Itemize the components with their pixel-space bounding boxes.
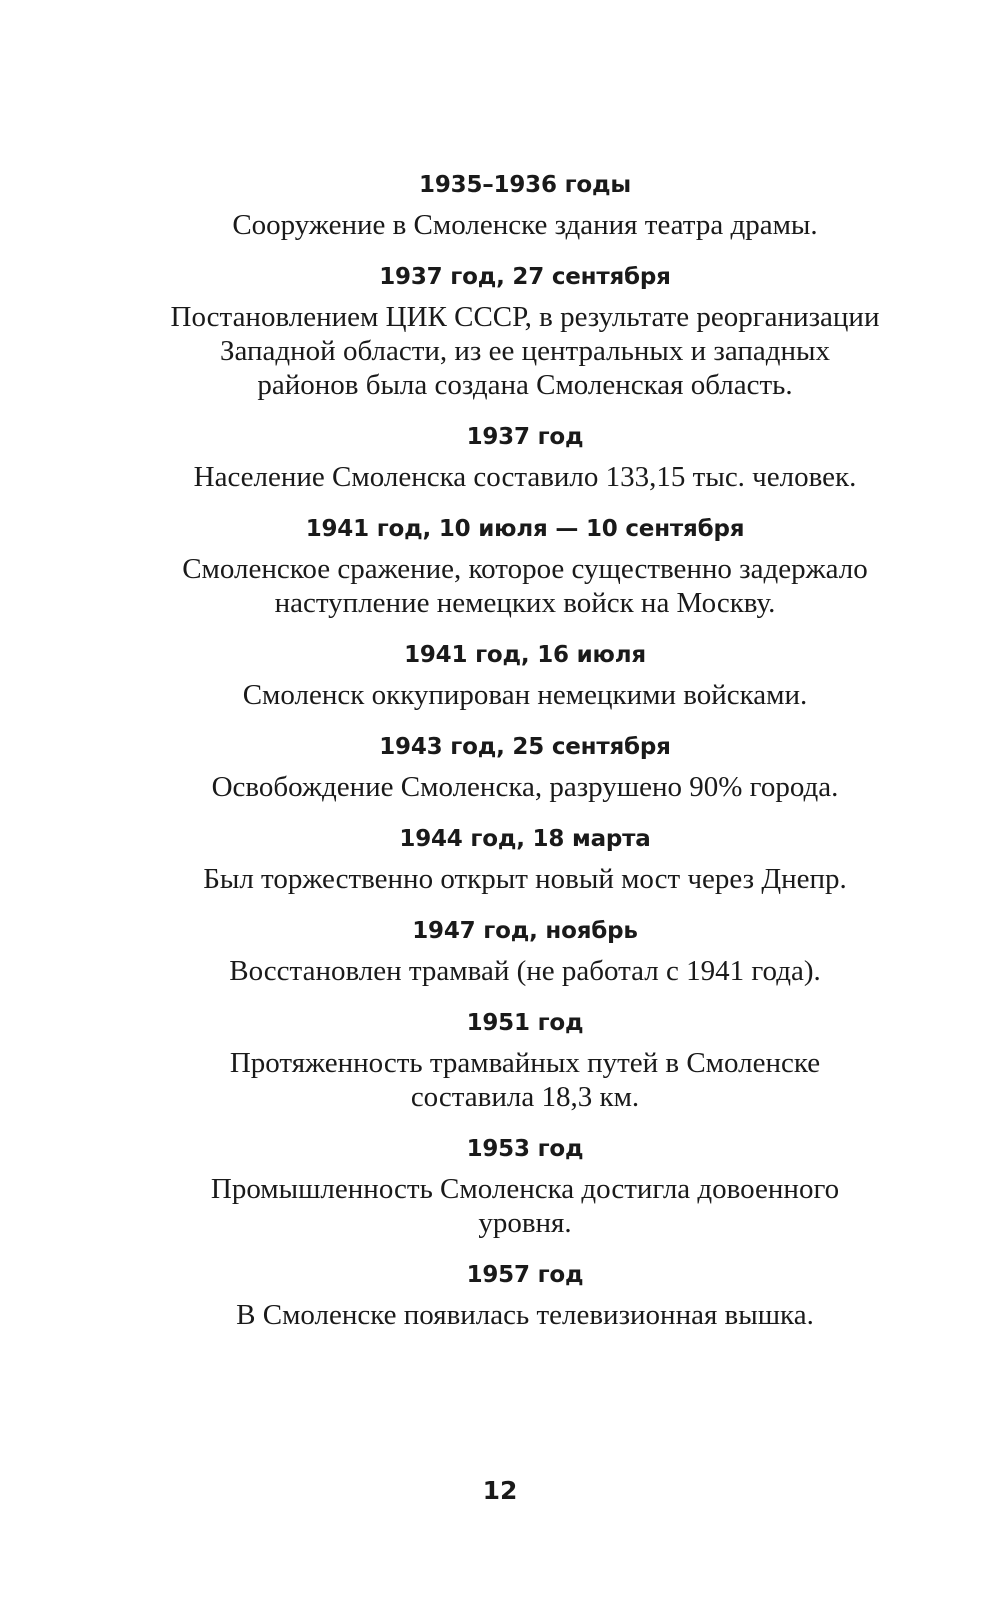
entry-text-line: составила 18,3 км. bbox=[410, 1081, 640, 1113]
entry-text-line: Постановлением ЦИК СССР, в результате реорганизации bbox=[170, 301, 880, 333]
entry-date: 1953 год bbox=[466, 1136, 584, 1162]
entry-text-line: наступление немецких войск на Москву. bbox=[274, 587, 776, 619]
entry-text bbox=[150, 1046, 900, 1114]
timeline-entry bbox=[150, 1132, 900, 1240]
entry-text-line: Был торжественно открыт новый мост через Днепр. bbox=[203, 863, 847, 895]
entry-date: 1937 год, 27 сентября bbox=[379, 264, 671, 290]
entry-date: 1941 год, 16 июля bbox=[404, 642, 646, 668]
entry-text bbox=[150, 678, 900, 712]
entry-text bbox=[150, 954, 900, 988]
timeline-entry bbox=[150, 822, 900, 896]
timeline-entry bbox=[150, 638, 900, 712]
entry-text-line: Сооружение в Смоленске здания театра драмы. bbox=[232, 209, 818, 241]
entry-text bbox=[150, 552, 900, 620]
timeline-entry bbox=[150, 730, 900, 804]
entry-date: 1947 год, ноябрь bbox=[412, 918, 638, 944]
entry-text-line: Протяженность трамвайных путей в Смоленске bbox=[229, 1047, 821, 1079]
entry-date: 1937 год bbox=[466, 424, 584, 450]
entry-text-line: Восстановлен трамвай (не работал с 1941 года). bbox=[229, 955, 821, 987]
entry-text-line: Промышленность Смоленска достигла довоенного bbox=[210, 1173, 840, 1205]
entry-text-line: Смоленское сражение, которое существенно задержало bbox=[182, 553, 868, 585]
timeline-entry bbox=[150, 260, 900, 402]
entry-date: 1943 год, 25 сентября bbox=[379, 734, 671, 760]
entry-text bbox=[150, 1172, 900, 1240]
entry-date: 1944 год, 18 марта bbox=[399, 826, 651, 852]
entry-text-line: Освобождение Смоленска, разрушено 90% города. bbox=[211, 771, 839, 803]
timeline-entry bbox=[150, 914, 900, 988]
entry-text-line: районов была создана Смоленская область. bbox=[257, 369, 793, 401]
entry-text-line: В Смоленске появилась телевизионная вышка. bbox=[236, 1299, 814, 1331]
entry-date: 1951 год bbox=[466, 1010, 584, 1036]
timeline-entry bbox=[150, 1258, 900, 1332]
entry-date: 1941 год, 10 июля — 10 сентября bbox=[305, 516, 745, 542]
entry-text-line: уровня. bbox=[478, 1207, 572, 1239]
timeline-entry bbox=[150, 512, 900, 620]
timeline bbox=[150, 168, 900, 1350]
entry-date: 1957 год bbox=[466, 1262, 584, 1288]
entry-text-line: Смоленск оккупирован немецкими войсками. bbox=[242, 679, 808, 711]
entry-text bbox=[150, 1298, 900, 1332]
timeline-entry bbox=[150, 420, 900, 494]
entry-text bbox=[150, 770, 900, 804]
timeline-entry bbox=[150, 1006, 900, 1114]
timeline-entry bbox=[150, 168, 900, 242]
entry-text bbox=[150, 208, 900, 242]
page-number: 12 bbox=[482, 1476, 518, 1505]
entry-text bbox=[150, 300, 900, 402]
entry-text-line: Западной области, из ее центральных и западных bbox=[220, 335, 830, 367]
entry-date: 1935–1936 годы bbox=[419, 172, 631, 198]
entry-text bbox=[150, 460, 900, 494]
entry-text-line: Население Смоленска составило 133,15 тыс. человек. bbox=[193, 461, 857, 493]
entry-text bbox=[150, 862, 900, 896]
